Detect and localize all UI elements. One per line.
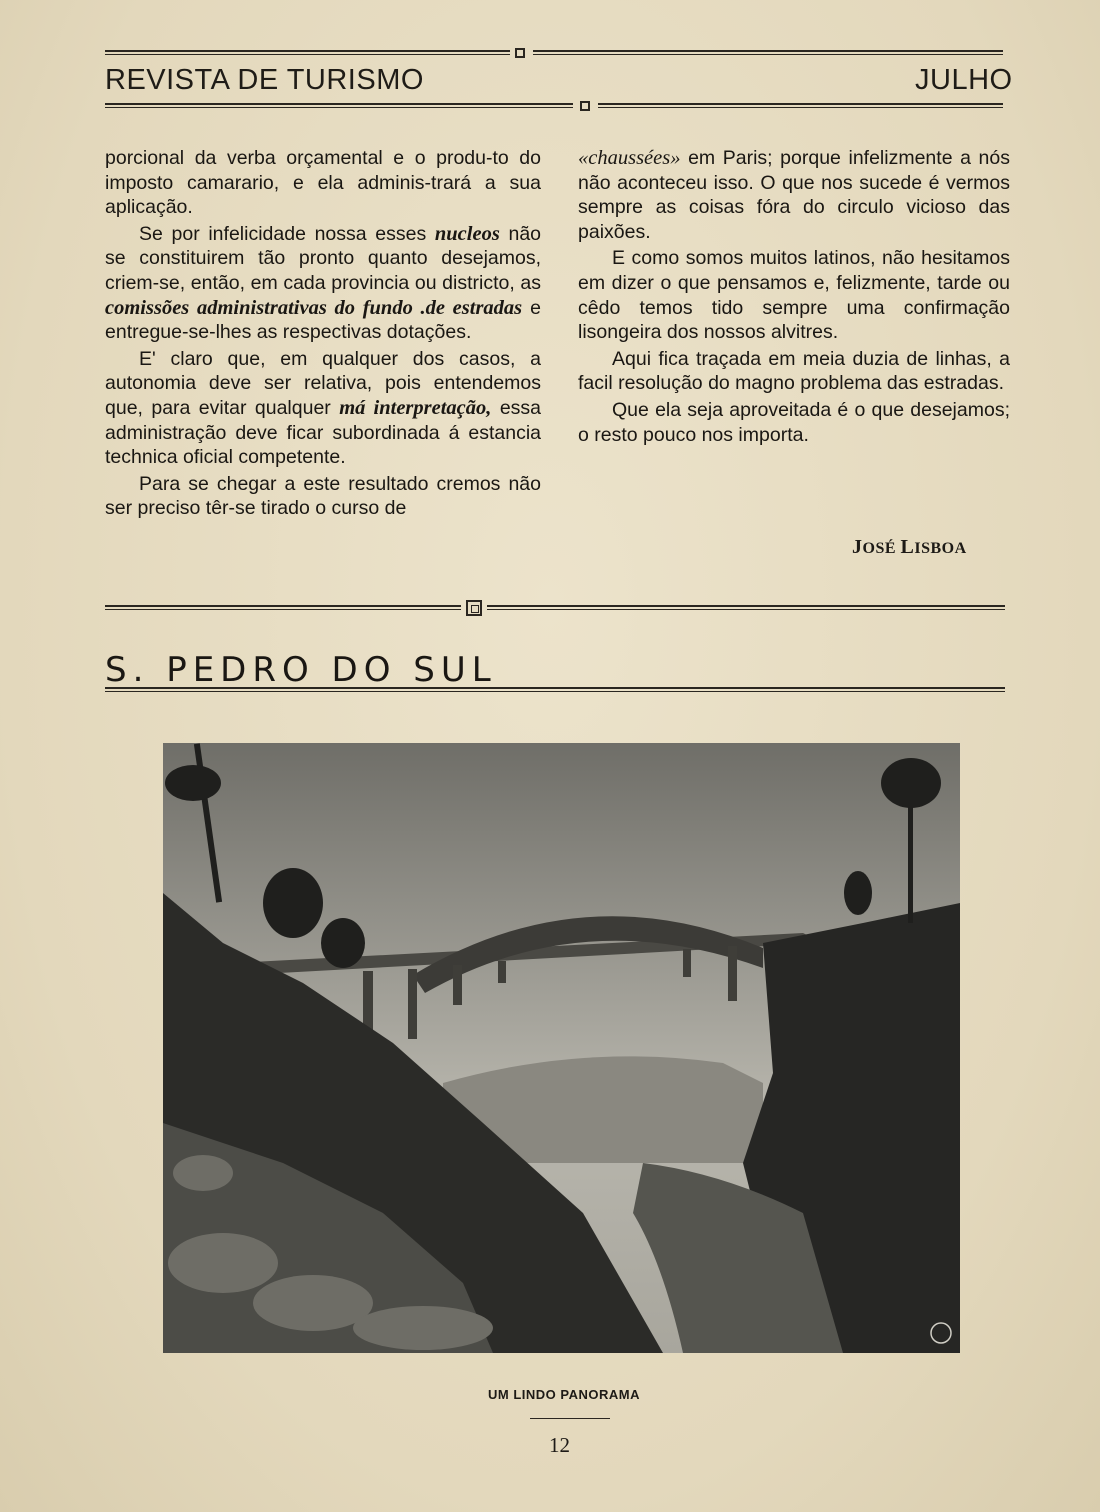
article-right-column — [578, 146, 1010, 447]
right-paragraph-2: E como somos muitos latinos, não hesitamos em dizer o que pensamos e, felizmente, tarde ou cêdo temos tido sempre uma confirmação lisongeira dos nossos alvitres. — [578, 247, 1010, 344]
photo-caption: UM LINDO PANORAMA — [488, 1387, 640, 1402]
text-run: e entregue-se-lhes as respectivas dotações. — [105, 296, 541, 344]
magazine-title: REVISTA DE TURISMO — [105, 64, 424, 96]
emphasis-ma-interpretacao: má interpretação, — [339, 396, 492, 419]
sig-cap: J — [852, 536, 863, 558]
header-top-rule-left — [105, 50, 510, 55]
issue-month: JULHO — [915, 64, 1013, 96]
left-paragraph-4: Para se chegar a este resultado cremos não ser preciso têr-se tirado o curso de — [105, 472, 541, 520]
title-underline — [105, 687, 1005, 692]
header-top-rule-right — [533, 50, 1003, 55]
text-run: em Paris; porque infelizmente a nós não aconteceu isso. O que nos sucede é vermos sempre as coisas fóra do circulo vicioso das paixões. — [578, 147, 1010, 243]
left-paragraph-2 — [105, 222, 541, 345]
page-number: 12 — [549, 1433, 570, 1457]
bridge-photograph — [163, 743, 960, 1353]
emphasis-chaussees: «chaussées» — [578, 147, 681, 169]
left-paragraph-3 — [105, 347, 541, 470]
text-run: E' claro que, em qualquer dos casos, a autonomia deve ser relativa, pois entendemos que, para evitar qualquer — [105, 347, 541, 419]
sig-cap: L — [900, 536, 915, 558]
emphasis-nucleos: nucleos — [434, 222, 500, 245]
footer-rule — [530, 1418, 610, 1419]
text-run: não se constituirem tão pronto quanto desejamos, criem-se, então, em cada provincia ou districto, as — [105, 222, 542, 294]
section-title: S. PEDRO DO SUL — [105, 650, 497, 690]
left-paragraph-1: porcional da verba orçamental e o produ-to do imposto camarario, e ela adminis-trará a sua aplicação. — [105, 147, 541, 219]
emphasis-comissoes: comissões administrativas do fundo .de estradas — [105, 296, 523, 319]
sig-rest: OSÉ — [862, 540, 901, 557]
article-left-column — [105, 146, 541, 521]
section-ornament — [466, 600, 482, 616]
right-paragraph-4: Que ela seja aproveitada é o que desejamos; o resto pouco nos importa. — [578, 398, 1010, 446]
header-bottom-ornament — [580, 101, 590, 111]
section-rule-right — [487, 605, 1005, 610]
section-rule-left — [105, 605, 461, 610]
author-signature — [852, 536, 967, 559]
text-run: essa administração deve ficar subordinada á estancia technica oficial competente. — [105, 396, 542, 469]
header-bottom-rule-right — [598, 103, 1003, 108]
header-top-ornament — [515, 48, 525, 58]
sig-rest: ISBOA — [914, 540, 967, 557]
text-run: Se por infelicidade nossa esses — [139, 222, 435, 245]
right-paragraph-3: Aqui fica traçada em meia duzia de linhas, a facil resolução do magno problema das estradas. — [578, 347, 1010, 395]
header-bottom-rule-left — [105, 103, 573, 108]
right-paragraph-1 — [578, 146, 1010, 244]
bridge-landscape-illustration — [163, 743, 960, 1353]
